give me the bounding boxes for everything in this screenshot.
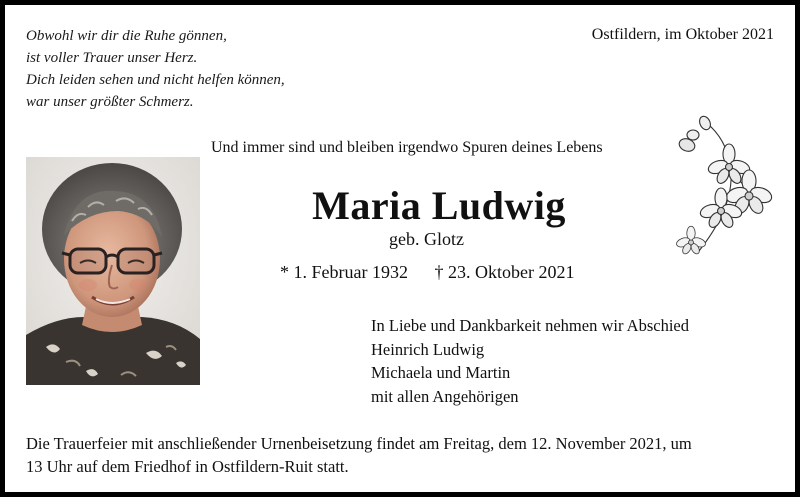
- life-dates: [280, 262, 574, 283]
- poem-line: Dich leiden sehen und nicht helfen können,: [26, 72, 285, 88]
- mourners-line: mit allen Angehörigen: [371, 386, 519, 406]
- quote: Und immer sind und bleiben irgendwo Spuren deines Lebens: [211, 139, 603, 156]
- mourners: [371, 314, 689, 408]
- mourners-line: In Liebe und Dankbarkeit nehmen wir Abschied: [371, 316, 689, 335]
- orchid-icon: [669, 113, 784, 263]
- poem-line: war unser größter Schmerz.: [26, 94, 194, 110]
- birth-date: * 1. Februar 1932: [280, 262, 408, 282]
- poem-line: ist voller Trauer unser Herz.: [26, 50, 198, 66]
- mourners-line: Michaela und Martin: [371, 363, 511, 382]
- funeral-line: 13 Uhr auf dem Friedhof in Ostfildern-Ruit statt.: [26, 457, 349, 476]
- poem: [26, 25, 285, 113]
- maiden-name: geb. Glotz: [389, 229, 464, 249]
- place-date: Ostfildern, im Oktober 2021: [591, 26, 774, 43]
- funeral-notice: [26, 432, 786, 478]
- deceased-name: Maria Ludwig: [312, 183, 566, 228]
- mourners-line: Heinrich Ludwig: [371, 339, 485, 359]
- funeral-line: Die Trauerfeier mit anschließender Urnenbeisetzung findet am Freitag, dem 12. November 2021, um: [26, 434, 692, 453]
- death-date: † 23. Oktober 2021: [434, 262, 575, 282]
- poem-line: Obwohl wir dir die Ruhe gönnen,: [26, 28, 227, 44]
